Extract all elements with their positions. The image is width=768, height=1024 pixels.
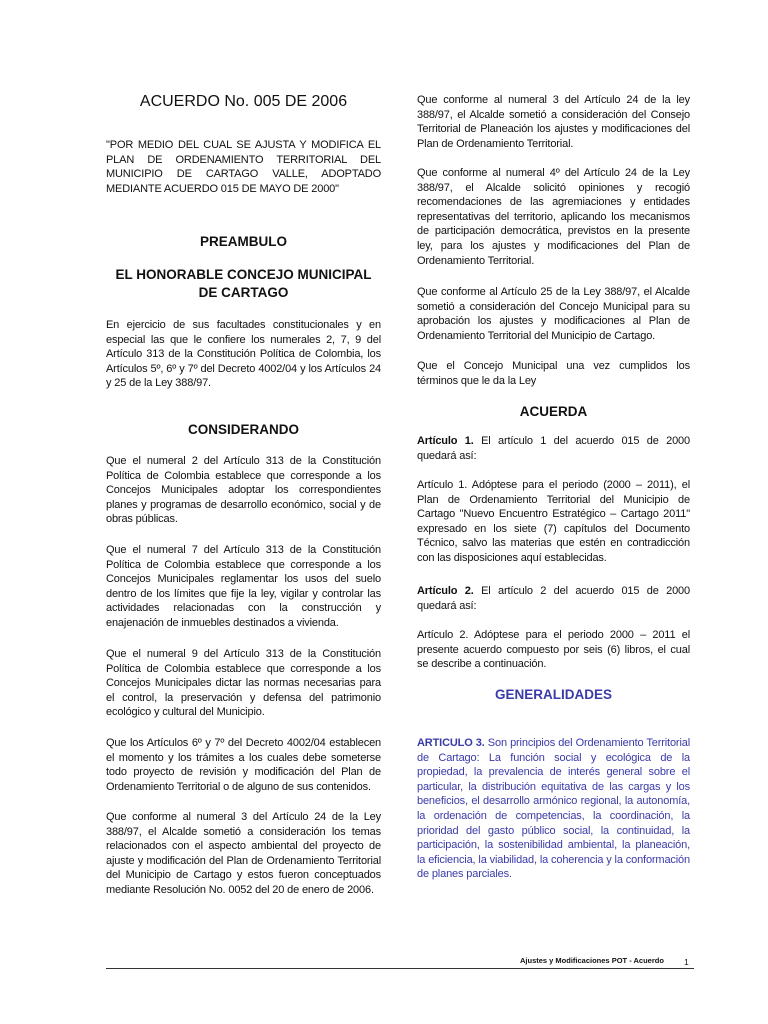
articulo-3-text: Son principios del Ordenamiento Territorial de Cartago: La función social y ecológica de la propiedad, la prevalencia de interés general sobre el particular, la distribución equitativa de las cargas y los beneficios, el desarrollo armónico regional, la autonomía, la ordenación de competencias, la coordinación, la prioridad del gasto público social, la continuidad, la participación, la sostenibilidad ambiental, la planeación, la eficiencia, la viabilidad, la coherencia y la conformación de planes parciales. xyxy=(417,737,691,881)
considerando-paragraph-5: Que conforme al numeral 3 del Artículo 24 de la Ley 388/97, el Alcalde sometió a consideración los temas relacionados con el aspecto ambiental del proyecto de ajuste y modificación del Plan de Ordenamiento Territorial del Municipio de Cartago y estos fueron conceptuados mediante Resolución No. 0052 del 20 de enero de 2006. xyxy=(106,811,381,896)
articulo-3-label: ARTICULO 3. xyxy=(417,737,485,749)
articulo-1-body: Artículo 1. Adóptese para el periodo (2000 – 2011), el Plan de Ordenamiento Territorial del Municipio de Cartago "Nuevo Encuentro Estratégico – Cartago 2011" expresado en los siete (7) capítulos del Documento Técnico, salvo las materias que estén en contradicción con las disposiciones aquí establecidas. xyxy=(417,479,690,564)
document-subtitle: "POR MEDIO DEL CUAL SE AJUSTA Y MODIFICA EL PLAN DE ORDENAMIENTO TERRITORIAL DEL MUNICIPIO DE CARTAGO VALLE, ADOPTADO MEDIANTE ACUERDO 015 DE MAYO DE 2000" xyxy=(106,139,381,195)
articulo-2-label: Artículo 2. xyxy=(417,585,474,597)
considerando-paragraph-4: Que los Artículos 6º y 7º del Decreto 4002/04 establecen el momento y los trámites a los cuales debe someterse todo proyecto de revisión y modificación del Plan de Ordenamiento Territorial o de alguno de sus contenidos. xyxy=(106,737,381,793)
articulo-2-body: Artículo 2. Adóptese para el periodo 2000 – 2011 el presente acuerdo compuesto por seis (6) libros, el cual se describe a continuación. xyxy=(417,629,690,671)
footer-text: Ajustes y Modificaciones POT - Acuerdo xyxy=(520,956,664,965)
considerando-paragraph-1: Que el numeral 2 del Artículo 313 de la Constitución Política de Colombia establece que corresponde a los Concejos Municipales adoptar los correspondientes planes y programas de desarrollo económico, social y de obras públicas. xyxy=(106,455,381,526)
footer-divider xyxy=(106,968,694,969)
articulo-2-intro xyxy=(417,584,690,613)
page-number: 1 xyxy=(684,957,689,967)
concejo-heading: EL HONORABLE CONCEJO MUNICIPAL DE CARTAGO xyxy=(115,267,372,300)
articulo-1-label: Artículo 1. xyxy=(417,435,474,447)
generalidades-heading: GENERALIDADES xyxy=(494,687,612,702)
right-paragraph-2: Que conforme al numeral 4º del Artículo 24 de la Ley 388/97, el Alcalde solicitó opiniones y recogió recomendaciones de las agremiaciones y entidades representativas del territorio, aplicando los mecanismos de participación democrática, previstos en la presente ley, para los ajustes y modificaciones del Plan de Ordenamiento Territorial. xyxy=(417,167,690,267)
acuerda-heading: ACUERDA xyxy=(519,404,588,419)
right-paragraph-1: Que conforme al numeral 3 del Artículo 24 de la ley 388/97, el Alcalde sometió a consideración del Consejo Territorial de Planeación los ajustes y modificaciones del Plan de Ordenamiento Territorial. xyxy=(417,94,690,150)
right-paragraph-4: Que el Concejo Municipal una vez cumplidos los términos que le da la Ley xyxy=(417,360,690,387)
considerando-heading: CONSIDERANDO xyxy=(187,422,299,437)
articulo-1-text: El artículo 1 del acuerdo 015 de 2000 quedará así: xyxy=(417,435,690,462)
preambulo-heading: PREAMBULO xyxy=(200,234,287,249)
articulo-1-intro xyxy=(417,434,690,463)
considerando-paragraph-2: Que el numeral 7 del Artículo 313 de la Constitución Política de Colombia establece que corresponde a los Concejos Municipales reglamentar los usos del suelo dentro de los límites que fije la ley, vigilar y controlar las actividades relacionadas con la construcción y enajenación de inmuebles destinados a vivienda. xyxy=(106,544,381,629)
considerando-paragraph-3: Que el numeral 9 del Artículo 313 de la Constitución Política de Colombia establece que corresponde a los Concejos Municipales dictar las normas necesarias para el control, la preservación y defensa del patrimonio ecológico y cultural del Municipio. xyxy=(106,648,381,719)
preamble-paragraph: En ejercicio de sus facultades constitucionales y en especial las que le confiere los numerales 2, 7, 9 del Artículo 313 de la Constitución Política de Colombia, los Artículos 5º, 6º y 7º del Decreto 4002/04 y los Artículos 24 y 25 de la Ley 388/97. xyxy=(106,319,381,390)
document-title: ACUERDO No. 005 DE 2006 xyxy=(139,93,348,110)
articulo-2-text: El artículo 2 del acuerdo 015 de 2000 quedará así: xyxy=(417,585,690,612)
right-paragraph-3: Que conforme al Artículo 25 de la Ley 388/97, el Alcalde sometió a consideración del Concejo Municipal para su aprobación los ajustes y modificaciones al Plan de Ordenamiento Territorial del Municipio de Cartago. xyxy=(417,286,690,342)
articulo-3-paragraph xyxy=(417,736,690,882)
